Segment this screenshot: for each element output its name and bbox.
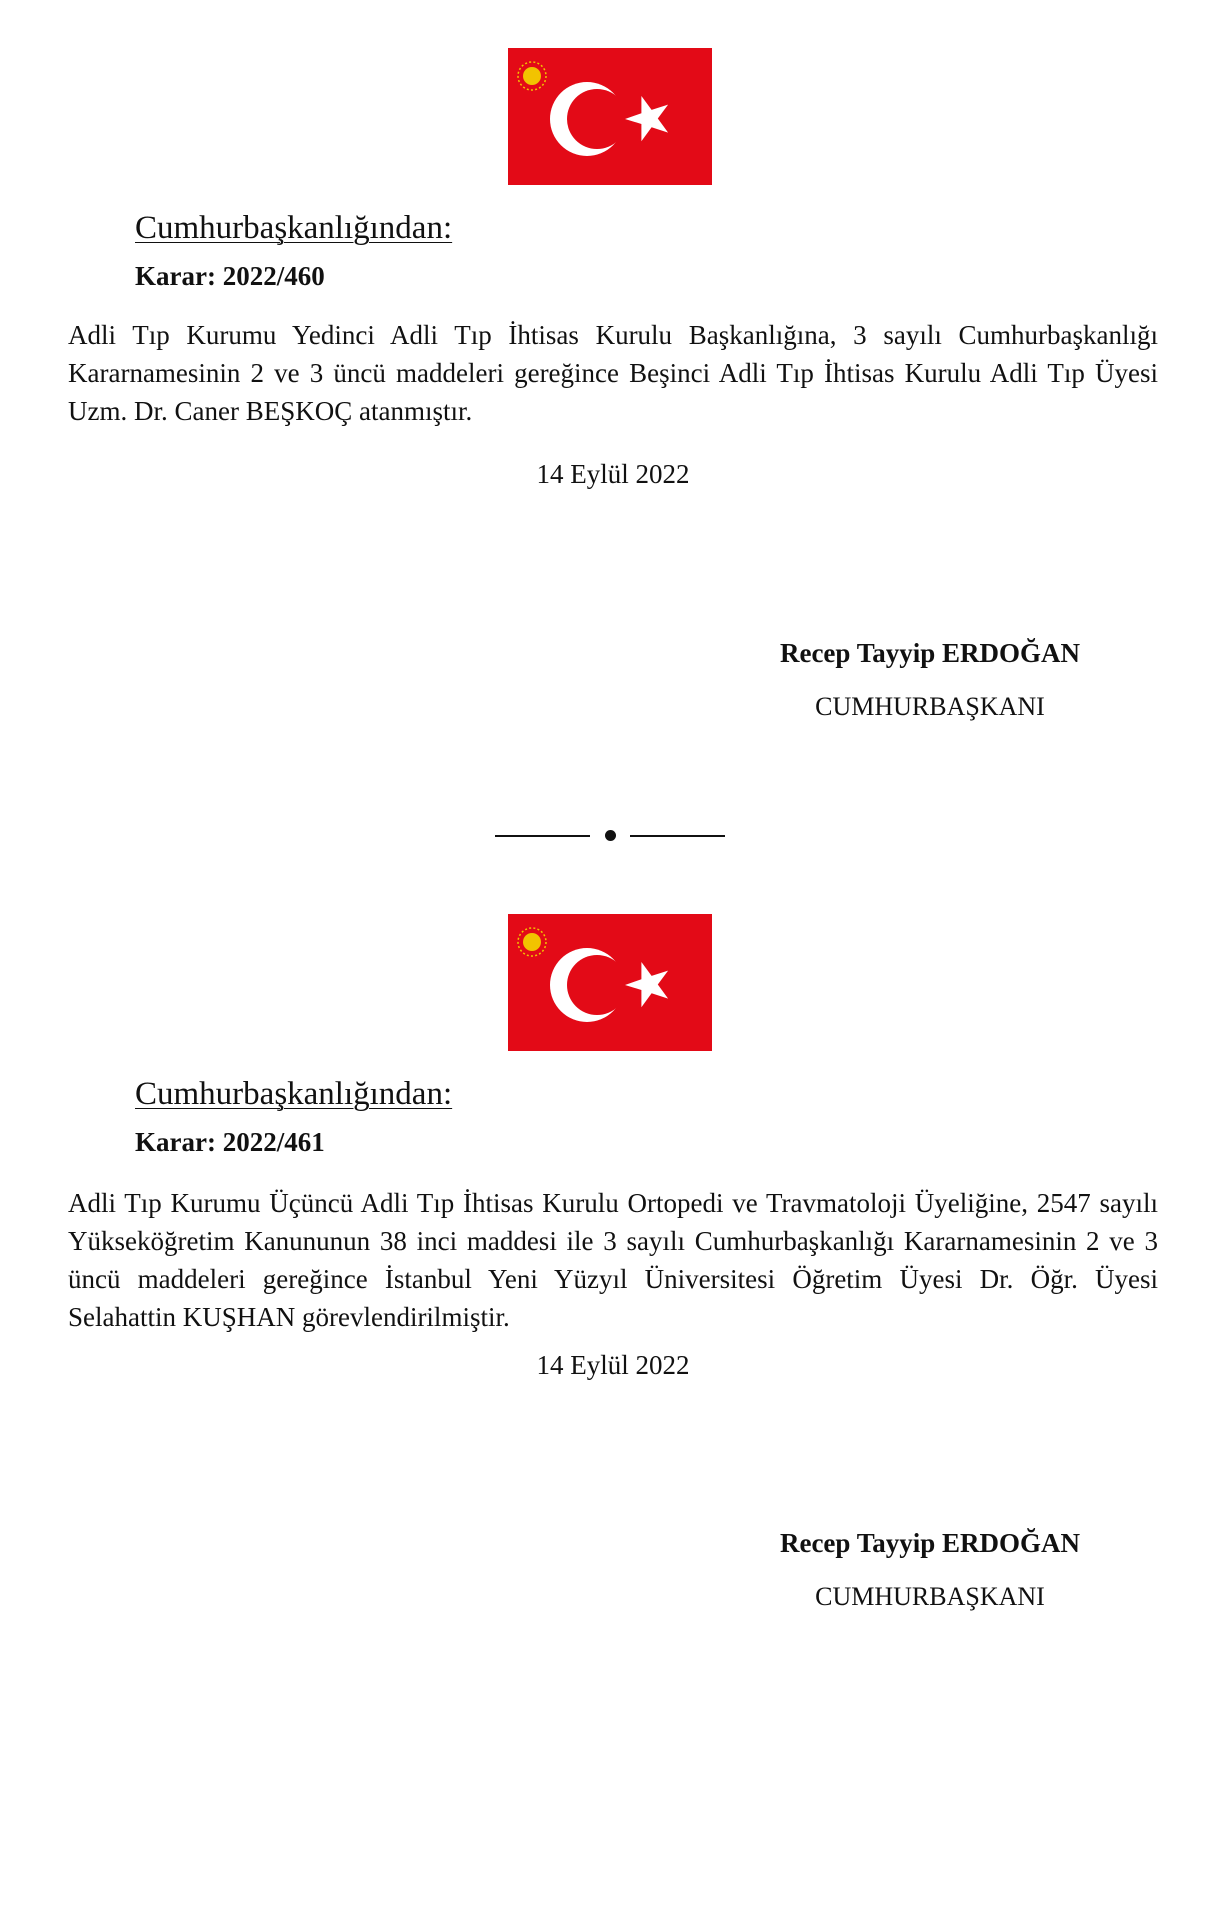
decision-number: Karar: 2022/461	[135, 1127, 325, 1157]
flag-icon	[508, 48, 712, 185]
institution-heading: Cumhurbaşkanlığından:	[135, 210, 453, 246]
decision-body: Adli Tıp Kurumu Yedinci Adli Tıp İhtisas Kurulu Başkanlığına, 3 sayılı Cumhurbaşkanlığı Kararnamesinin 2 ve 3 üncü maddeleri gereğince Beşinci Adli Tıp İhtisas Kurulu Adli Tıp Üyesi Uzm. Dr. Caner BEŞKOÇ atanmıştır.	[68, 320, 1158, 426]
presidential-flag	[508, 914, 712, 1051]
signer-title: CUMHURBAŞKANI	[815, 692, 1045, 721]
institution-heading: Cumhurbaşkanlığından:	[135, 1076, 453, 1112]
decision-date: 14 Eylül 2022	[536, 1350, 690, 1380]
separator-line-left	[495, 835, 590, 837]
signer-title: CUMHURBAŞKANI	[815, 1582, 1045, 1611]
presidential-flag	[508, 48, 712, 185]
decision-number: Karar: 2022/460	[135, 261, 325, 291]
section-separator	[495, 825, 727, 845]
signer-name: Recep Tayyip ERDOĞAN	[779, 1528, 1081, 1558]
decision-date: 14 Eylül 2022	[536, 459, 690, 489]
separator-dot-icon	[605, 830, 616, 841]
signer-name: Recep Tayyip ERDOĞAN	[779, 638, 1081, 668]
flag-icon	[508, 914, 712, 1051]
separator-line-right	[630, 835, 725, 837]
decision-body: Adli Tıp Kurumu Üçüncü Adli Tıp İhtisas Kurulu Ortopedi ve Travmatoloji Üyeliğine, 2547 sayılı Yükseköğretim Kanununun 38 inci maddesi ile 3 sayılı Cumhurbaşkanlığı Kararnamesinin 2 ve 3 üncü maddeleri gereğince İstanbul Yeni Yüzyıl Üniversitesi Öğretim Üyesi Dr. Öğr. Üyesi Selahattin KUŞHAN görevlendirilmiştir.	[68, 1188, 1158, 1332]
